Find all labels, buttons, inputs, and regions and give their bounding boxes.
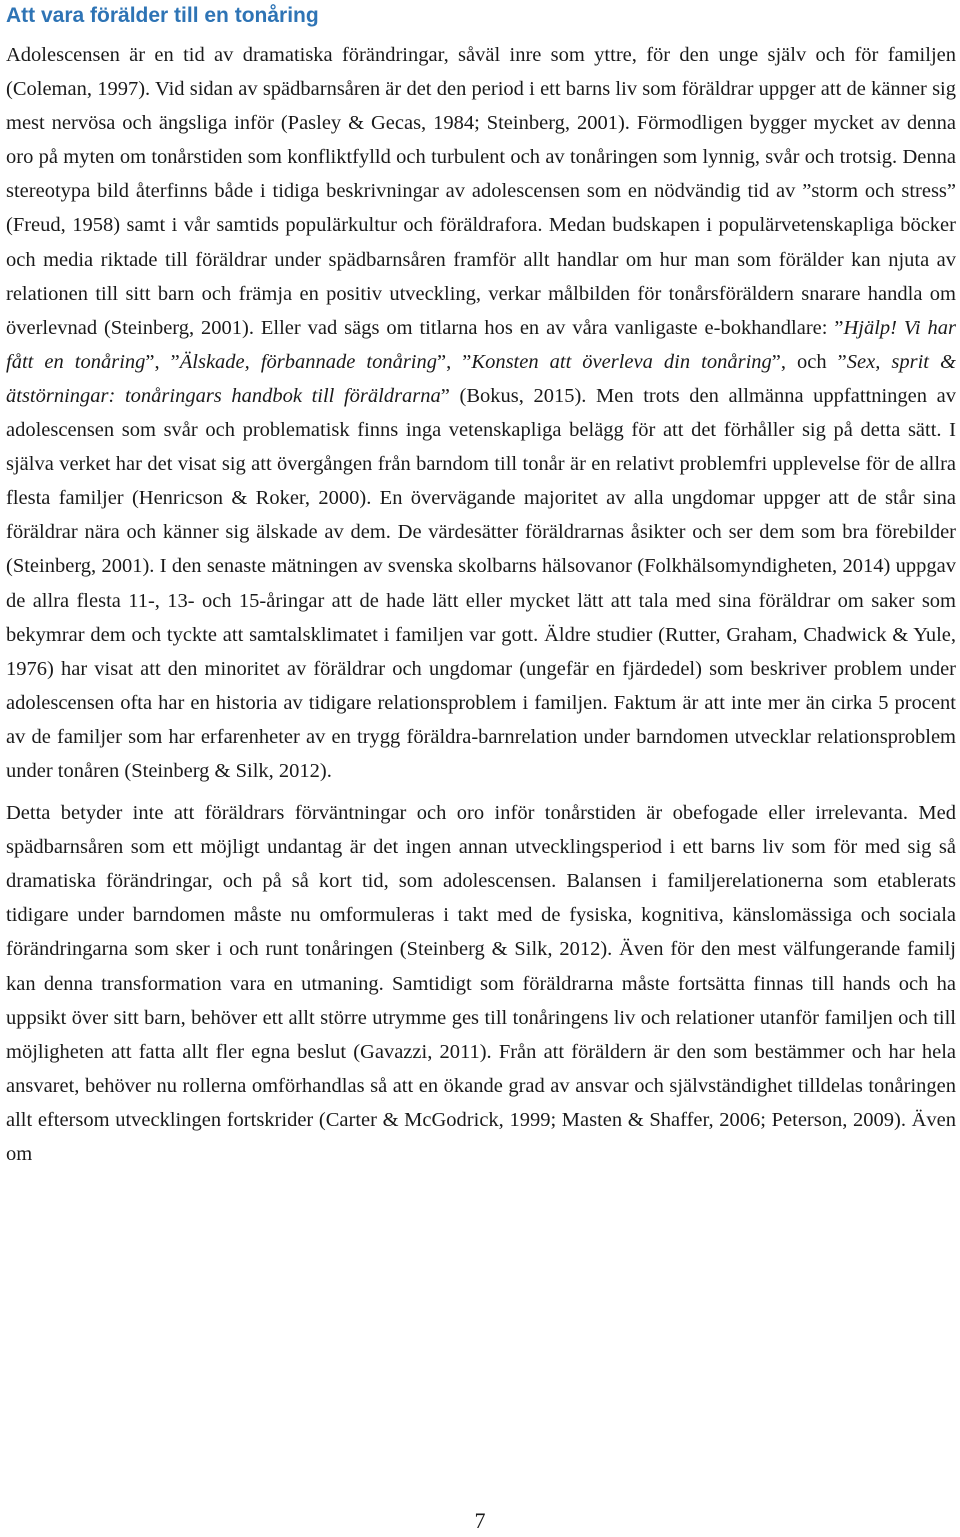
section-heading: Att vara förälder till en tonåring: [6, 4, 319, 27]
italic-title: Hjälp! Vi har fått en tonåring: [6, 316, 956, 373]
italic-title: Konsten att överleva din tonåring: [471, 350, 772, 373]
document-page: [6, 0, 956, 1171]
body-paragraph: Detta betyder inte att föräldrars förväntningar och oro inför tonårstiden är obefogade eller irrelevanta. Med spädbarnsåren som ett möjligt undantag är det ingen annan utvecklingsperiod i ett barns liv som för med sig så dramatiska förändringar, och på så kort tid, som adolescensen. Balansen i familjerelationerna som etablerats tidigare under barndomen måste nu omformuleras i takt med de fysiska, kognitiva, känslomässiga och sociala förändringarna som sker i och runt tonåringen (Steinberg & Silk, 2012). Även för den mest välfungerande familj kan denna transformation vara en utmaning. Samtidigt som föräldrarna måste fortsätta finnas till hands och ha uppsikt över sitt barn, behöver ett allt större utrymme ges till tonåringens liv och relationer utanför familjen och till möjligheten att fatta allt fler egna beslut (Gavazzi, 2011). Från att föräldern är den som bestämmer och har hela ansvaret, behöver nu rollerna omförhandlas så att en ökande grad av ansvar och självständighet tilldelas tonåringen allt eftersom utvecklingen fortskrider (Carter & McGodrick, 1999; Masten & Shaffer, 2006; Peterson, 2009). Även om: [6, 802, 956, 1165]
italic-title: Älskade, förbannade tonåring: [179, 350, 438, 373]
page-number: 7: [474, 1508, 486, 1533]
italic-title: Sex, sprit & ätstörningar: tonåringars handbok till föräldrarna: [6, 350, 956, 407]
body-paragraph: Adolescensen är en tid av dramatiska förändringar, såväl inre som yttre, för den unge själv och för familjen (Coleman, 1997). Vid sidan av spädbarnsåren är det den period i ett barns liv som föräldrar uppger att de känner sig mest nervösa och ängsliga inför (Pasley & Gecas, 1984; Steinberg, 2001). Förmodligen bygger mycket av denna oro på myten om tonårstiden som konfliktfylld och turbulent och av tonåringen som lynnig, svår och trotsig. Denna stereotypa bild återfinns både i tidiga beskrivningar av adolescensen som en nödvändig tid av ”storm och stress” (Freud, 1958) samt i vår samtids populärkultur och föräldrafora. Medan budskapen i populärvetenskapliga böcker och media riktade till föräldrar under spädbarnsåren framför allt handlar om hur man som förälder kan njuta av relationen till sitt barn och främja en positiv utveckling, verkar målbilden för tonårsföräldern snarare handla om överlevnad (Steinberg, 2001). Eller vad sägs om titlarna hos en av våra vanligaste e-bokhandlare: ”Hjälp! Vi har fått en tonåring”, ”Älskade, förbannade tonåring”, ”Konsten att överleva din tonåring”, och ”Sex, sprit & ätstörningar: tonåringars handbok till föräldrarna” (Bokus, 2015). Men trots den allmänna uppfattningen av adolescensen som svår och problematisk finns inga vetenskapliga belägg för att det förhåller sig på detta sätt. I själva verket har det visat sig att övergången från barndom till tonår är en relativt problemfri upplevelse för de allra flesta familjer (Henricson & Roker, 2000). En övervägande majoritet av alla ungdomar uppger att de står sina föräldrar nära och känner sig älskade av dem. De värdesätter föräldrarnas åsikter och ser dem som bra förebilder (Steinberg, 2001). I den senaste mätningen av svenska skolbarns hälsovanor (Folkhälsomyndigheten, 2014) uppgav de allra flesta 11-, 13- och 15-åringar att de hade lätt eller mycket lätt att tala med sina föräldrar om saker som bekymrar dem och tyckte att samtalsklimatet i familjen var gott. Äldre studier (Rutter, Graham, Chadwick & Yule, 1976) har visat att den minoritet av föräldrar och ungdomar (ungefär en fjärdedel) som beskriver problem under adolescensen ofta har en historia av tidigare relationsproblem i familjen. Faktum är att inte mer än cirka 5 procent av de familjer som har erfarenheter av en trygg föräldra-barnrelation under barndomen utvecklar relationsproblem under tonåren (Steinberg & Silk, 2012).: [6, 44, 956, 782]
